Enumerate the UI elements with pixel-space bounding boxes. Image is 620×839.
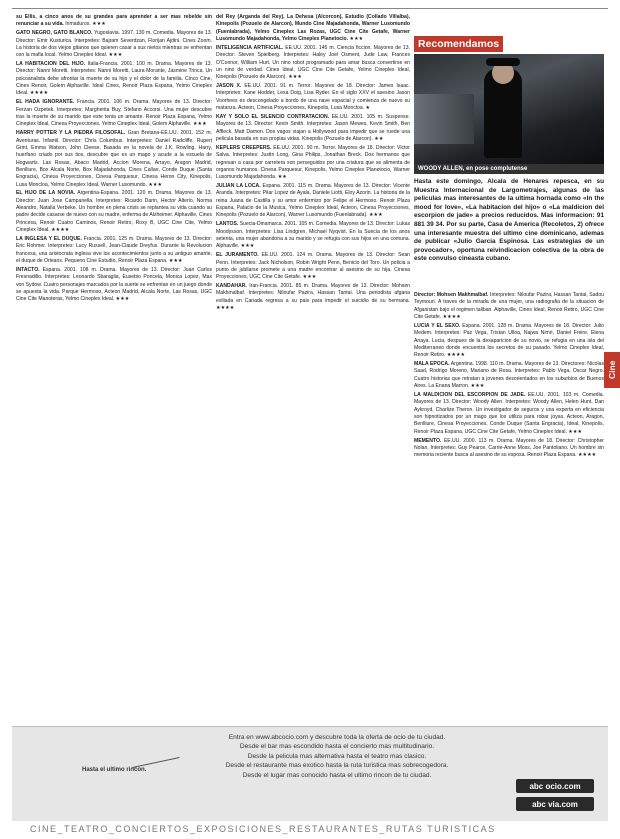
listing-entry: MEMENTO. EE.UU. 2000. 113 m. Drama. Mayores de 18. Director: Christopher Nolan. Interpretes: Guy Pearce, Carrie-Anne Moss, Joe Pantoliano. Un hombre sin memoria reciente busca al asesino de su esposa. Renoir Plaza Espana. ★★★★: [414, 437, 604, 459]
footer-ad: [12, 726, 608, 821]
footer-lines: [182, 733, 492, 780]
footer-line: Desde el bar mas escondido hasta el concierto mas multitudinario.: [239, 743, 435, 751]
footer-line: Entra en www.abcocio.com y descubre toda la oferta de ocio de tu ciudad.: [228, 734, 446, 741]
photo-caption: WOODY ALLEN, en pose complutense: [414, 164, 604, 174]
footer-line: Desde el restaurante mas exotico hasta la ruta turistica mas sobrecogedora.: [225, 762, 449, 770]
abcocio-logo[interactable]: abc ocio.com: [516, 779, 594, 793]
hat-shape: [486, 58, 520, 66]
woody-allen-photo: [414, 54, 604, 164]
section-tab-cine[interactable]: Cine: [604, 352, 620, 388]
footer-line: Desde la pelicula mas alternativa hasta el teatro mas clasico.: [247, 752, 427, 760]
listings-column-2: [216, 14, 410, 722]
listing-entry: KANDAHAR. Iran-Francia. 2001. 85 m. Drama. Mayores de 13. Director: Mohsen Makhmalbaf. Interpretes: Niloufar Pazira, Hassan Tantai. Una periodista afgana exiliada en Canada regresa a su pais para impedir el suicidio de su hermana. ★★★★: [216, 283, 410, 312]
listings-column-3: [414, 292, 604, 722]
footer-hint: Hasta el ultimo rincon.: [82, 767, 147, 773]
car-shape: [414, 94, 474, 144]
recommend-text: Hasta este domingo, Alcala de Henares repesca, en su Muestra Internacional de Largometrajes, algunas de las peliculas mas interesantes de la ultima hornada como «In the mood for love», «La habitacion del hijo» o «La maldicion del escorpion de jade» a precios reducidos. Mas informacion: 91 881 39 34. Por su parte, Casa de America (Recoletos, 2) ofrece una interesante muestra del ultimo cine dominicano, ademas de publicar «Julio Garcia Espinosa. Las estrategias de un provocador», oportuna reivindicacion colectiva de la obra de este convulso cineasta cubano.: [414, 178, 604, 263]
listing-entry: EL JURAMENTO. EE.UU. 2001. 124 m. Drama. Mayores de 13. Director: Sean Penn. Interpretes: Jack Nicholson, Robin Wright Penn, Benicio del Toro. Un policia a punto de jubilarse promete a una madre encontrar al asesino de su hija. Cinesa Proyecciones, UGC Cine Cite Getafe. ★★★: [216, 252, 410, 281]
recommend-box: [414, 34, 604, 264]
listing-entry: del Rey (Arganda del Rey), La Dehesa (Alcorcon), Estudio (Collado Villalba), Kinepolis (Pozuelo de Alarcon), Mundo Cine Majadahonda, Warner Lusomundo (Fuenlabrada), Yelmo Cineplex Las Rozas, UGC Cine Cite Getafe, Warner Lusomundo Majadahonda, Yelmo Cineplex Planetocio. ★★★: [216, 14, 410, 43]
listing-entry: JASON X. EE.UU. 2001. 91 m. Terror. Mayores de 18. Director: James Isaac. Interpretes: Kane Hodder, Lexa Doig, Lisa Ryder. En el siglo XXV el asesino Jason Voorhees es descongelado a bordo de una nave espacial y comienza de nuevo su matanza. Acteon, Cinesa Proyecciones, Kinepolis, Lusa Moncloa. ★: [216, 83, 410, 112]
listing-entry: EL HIJO DE LA NOVIA. Argentina-Espana. 2001. 120 m. Drama. Mayores de 13. Director: Juan Jose Campanella. Interpretes: Ricardo Darin, Hector Alterio, Norma Aleandro, Natalia Verbeke. Un hombre en plena crisis se replantea su vida cuando su padre decide casarse de nuevo con su madre, enferma de Alzheimer. Alphaville, Cines Princesa, Renoir Cuatro Caminos, Renoir Retiro, Roxy B, UGC Cine Cite, Yelmo Cineplex Ideal. ★★★★: [16, 190, 212, 234]
footer-line: Desde el lugar mas conocido hasta el ultimo rincon de tu ciudad.: [242, 771, 432, 779]
listing-entry: HARRY POTTER Y LA PIEDRA FILOSOFAL. Gran Bretana-EE.UU. 2001. 152 m. Aventuras. Infantil. Director: Chris Columbus. Interpretes: Daniel Radcliffe, Rupert Grint, Emma Watson, John Cleese. Basada en la novela de J.K. Rowling. Harry, huerfano criado por sus tios, descubre que es un mago y acude a la escuela de Hogwarts. Las Rosas, Abaco Madrid, Accion Morena, Arrayo, Aragon Madrid, Benlliure, Box Alcala Norte, Box Majadahonda, Cines Callao, Conde Duque (Santa Engracia), Cinesa Proyecciones, Cinesa Parquesur, Cinesa Heron City, Kinepolis, Lusa Moncloa, Yelmo Cineplex Ideal, Warner Lusomundo. ★★★: [16, 130, 212, 188]
listing-entry: KEPLERS CREEPERS. EE.UU. 2001. 90 m. Terror. Mayores de 18. Director: Victor Salva. Interpretes: Justin Long, Gina Philips, Jonathan Breck. Dos hermanos que regresan a casa por carretera son perseguidos por una criatura que se alimenta de organos humanos. Cinesa Parquesur, Kinepolis, Yelmo Cineplex Planetocio, Warner Lusomundo Majadahonda. ★★: [216, 144, 410, 181]
top-rule: [12, 8, 608, 9]
listing-entry: LANTOS. Suecia-Dinamarca. 2001. 105 m. Comedia. Mayores de 13. Director: Lukas Moodysson. Interpretes: Lisa Lindgren, Michael Nyqvist. En la Suecia de los anos setenta, una mujer abandona a su marido y se refugia con sus hijos en una comuna. Alphaville. ★★★: [216, 221, 410, 250]
listing-entry: EL HADA IGNORANTE. Francia. 2001. 106 m. Drama. Mayores de 13. Director: Ferzan Ozpetek. Interpretes: Margherita Buy, Stefano Accorsi. Una mujer descubre tras la muerte de su marido que este tenia un amante. Renoir Plaza Espana, Yelmo Cineplex Ideal, Cinesa Proyecciones. Yelmo Cineplex Ideal, Golem Alphaville. ★★★: [16, 99, 212, 128]
listing-entry: LA MALDICION DEL ESCORPION DE JADE. EE.UU. 2001. 103 m. Comedia. Mayores de 13. Director: Woody Allen. Interpretes: Woody Allen, Helen Hunt, Dan Aykroyd, Charlize Theron. Un investigador de seguros y una experta en eficiencia son hipnotizados por un mago que los utiliza para robar joyas. Acteon, Aragon, Benlliure, Cinesa Proyecciones, Conde Duque (Santa Engracia), Ideal, Kinepolis, Renoir Plaza Espana, UGC Cine Cite Getafe, Yelmo Cineplex Ideal. ★★★: [414, 391, 604, 435]
listing-entry: INTELIGENCIA ARTIFICIAL. EE.UU. 2001. 145 m. Ciencia ficcion. Mayores de 13. Director: Steven Spielberg. Interpretes: Haley Joel Osment, Jude Law, Frances O'Connor, William Hurt. Un nino robot programado para amar busca convertirse en un nino de verdad. Cines Ideal, UGC Cine Cite Getafe, Yelmo Cineplex Ideal, Kinepolis (Pozuelo de Alarcon). ★★★: [216, 44, 410, 81]
listings-column-1: [16, 14, 212, 722]
listing-entry: INTACTO. Espana. 2001. 108 m. Drama. Mayores de 13. Director: Juan Carlos Fresnadillo. Interpretes: Leonardo Sbaraglia, Eusebio Poncela, Monica Lopez, Max von Sydow. Cuatro personajes marcados por la suerte se enfrentan en un juego donde se apuesta la vida. Parque Hermoso, Acteon Madrid, Alcala Norte, Las Rosas, UGC Cine Cite Manoteras, Yelmo Cineplex Ideal. ★★★: [16, 266, 212, 303]
listing-entry: LA INGLESA Y EL DUQUE. Francia. 2001. 125 m. Drama. Mayores de 13. Director: Eric Rohmer. Interpretes: Lucy Russell, Jean-Claude Dreyfus. Durante la Revolucion francesa, una aristocrata inglesa vive los acontecimientos junto a su antiguo amante, el duque de Orleans. Pequeno Cine Estudio, Renoir Plaza Espana. ★★★: [16, 235, 212, 264]
recommend-title: Recomendamos: [414, 36, 503, 52]
listing-entry: GATO NEGRO, GATO BLANCO. Yugoslavia. 1997. 130 m. Comedia. Mayores de 13. Director: Emir Kusturica. Interpretes: Bajram Severdzan, Florijan Ajdini. Cines Zoom. La historia de dos viejos gitanos que quieren casar a sus nietos mientras se enfrentan con la mafia local. Yelmo Cineplex Ideal. ★★★: [16, 30, 212, 59]
bottom-category-bar: CINE_TEATRO_CONCIERTOS_EXPOSICIONES_RESTAURANTES_RUTAS TURISTICAS: [30, 824, 496, 834]
listing-entry: su Ellis, a cinco anos de su grandes para aprender a ser mas rebelde sin renunciar a su vida. Inmaduros. ★★★: [16, 14, 212, 28]
listing-entry: MALA EPOCA. Argentina. 1998. 110 m. Drama. Mayores de 13. Directores: Nicolas Saad, Rodrigo Moreno, Mariano de Rosa. Interpretes: Pablo Vega, Oscar Negro. Cuatro historias que retratan a jovenes desorientados en los suburbios de Buenos Aires. La Enana Marron. ★★★: [414, 361, 604, 390]
listing-entry: KAY Y SOLO EL SILENCIO CONTRATACION. EE.UU. 2001. 105 m. Suspense. Mayores de 13. Director: Kevin Smith. Interpretes: Jason Mewes, Kevin Smith, Ben Affleck, Matt Damon. Dos vagos viajan a Hollywood para impedir que se ruede una pelicula basada en sus propias vidas. Kinepolis (Pozuelo de Alarcon). ★★: [216, 113, 410, 142]
listing-entry: Director: Mohsen Makhmalbaf. Interpretes: Niloufar Pazira, Hassan Tantai, Sadou Teymouri. A traves de la mirada de una mujer, una radiografia de la situacion de Afganistan bajo el regimen taliban. Alphaville, Cines Ideal, Renoir Retiro, UGC Cine Cite Getafe. ★★★★: [414, 292, 604, 321]
listing-entry: JULIAN LA LOCA. Espana. 2001. 115 m. Drama. Mayores de 13. Director: Vicente Aranda. Interpretes: Pilar Lopez de Ayala, Daniele Liotti, Eloy Azorin. La historia de la reina Juana de Castilla y su amor enfermizo por Felipe el Hermoso. Renoir Plaza Espana, Palacio de la Musica, Yelmo Cineplex Ideal, Acteon, Cinesa Proyecciones, Kinepolis (Pozuelo de Alarcon), Warner Lusomundo (Fuenlabrada). ★★★: [216, 183, 410, 219]
abcvia-logo[interactable]: abc via.com: [516, 797, 594, 811]
listing-entry: LA HABITACION DEL HIJO. Italia-Francia. 2001. 100 m. Drama. Mayores de 13. Director: Nanni Moretti. Interpretes: Nanni Moretti, Laura Morante, Jasmine Trinca. Un psicoanalista debe afrontar la muerte de su hijo y el dolor de la familia. Cinco Cine, Cines Renoir, Golem Alphaville. Ideal Cines, Renoir Plaza Espana, Yelmo Cineplex Ideal. ★★★★: [16, 61, 212, 97]
listing-entry: LUCIA Y EL SEXO. Espana. 2001. 128 m. Drama. Mayores de 18. Director: Julio Medem. Interpretes: Paz Vega, Tristan Ulloa, Najwa Nimri, Daniel Freire, Elena Anaya. Lucia, despues de la desaparicion de su novio, se refugia en una isla del Mediterraneo donde encuentra los secretos de su pasado. Yelmo Cineplex Ideal, Renoir Retiro. ★★★★: [414, 322, 604, 359]
